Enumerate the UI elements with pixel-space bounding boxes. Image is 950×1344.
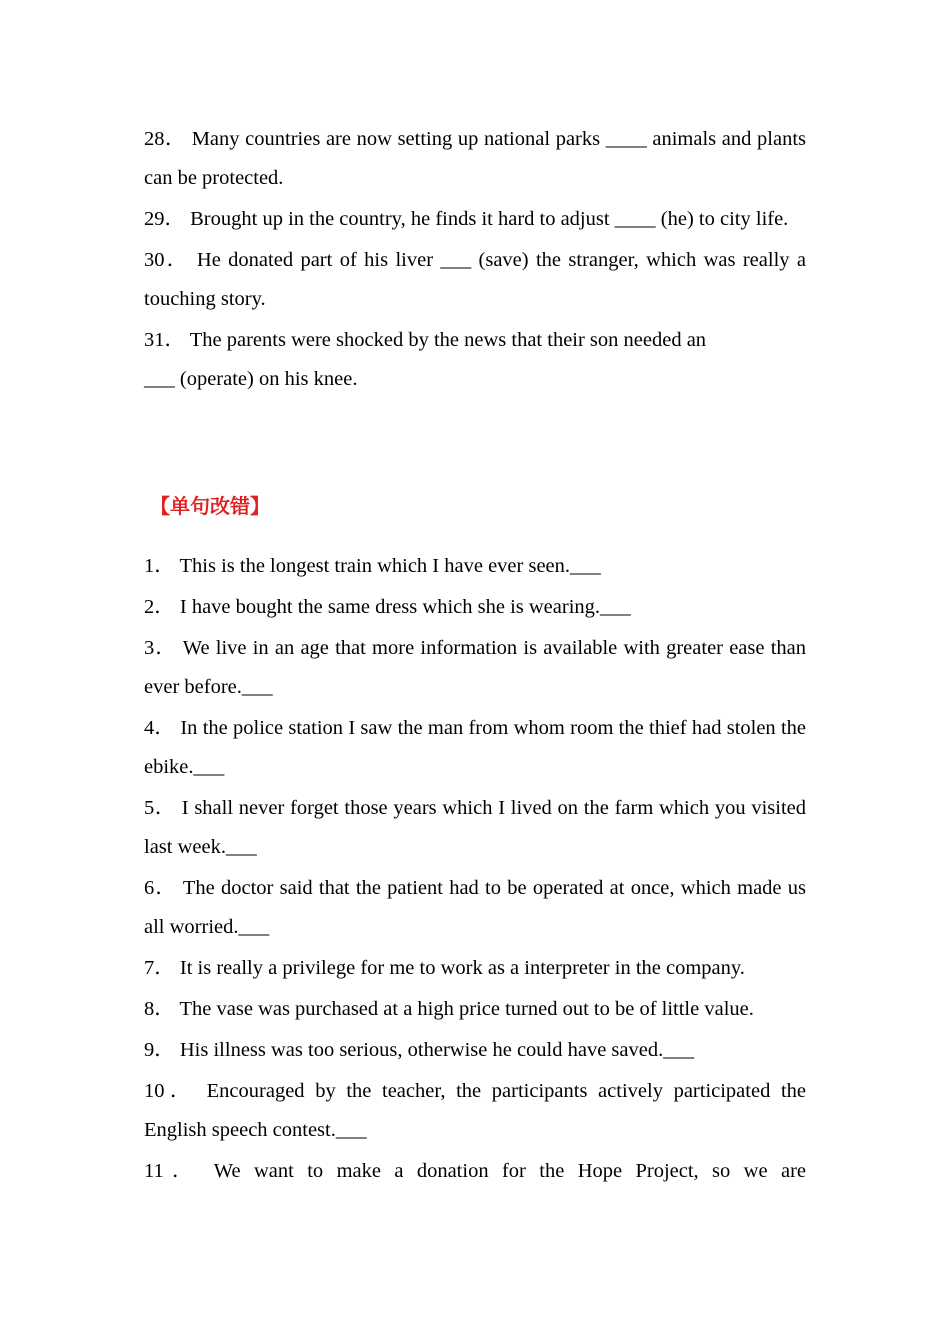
correction-item-4	[144, 709, 806, 787]
fill-in-list	[144, 120, 806, 399]
section-title: 【单句改错】	[150, 494, 270, 518]
document-page	[144, 120, 806, 1193]
question-29	[144, 200, 806, 239]
question-text: Brought up in the country, he finds it hard to adjust ____ (he) to city life.	[185, 208, 789, 230]
correction-item-8	[144, 990, 806, 1029]
correction-item-6	[144, 869, 806, 947]
item-number: 2．	[144, 596, 175, 618]
item-number: 11．	[144, 1160, 201, 1182]
item-text: The doctor said that the patient had to be operated at once, which made us all worried.___	[144, 877, 806, 938]
item-text: His illness was too serious, otherwise he could have saved.___	[174, 1039, 694, 1061]
item-text: We live in an age that more information is available with greater ease than ever before.___	[144, 637, 806, 698]
correction-item-1	[144, 547, 806, 586]
question-text-line2: ___ (operate) on his knee.	[144, 368, 358, 390]
item-text: I have bought the same dress which she is wearing.___	[174, 596, 631, 618]
item-number: 4．	[144, 717, 176, 739]
correction-item-10	[144, 1072, 806, 1150]
correction-item-2	[144, 588, 806, 627]
item-text: We want to make a donation for the Hope Project, so we are	[200, 1160, 806, 1182]
correction-list	[144, 547, 806, 1191]
question-31	[144, 321, 806, 399]
item-number: 1．	[144, 555, 175, 577]
correction-item-5	[144, 789, 806, 867]
item-text: The vase was purchased at a high price turned out to be of little value.	[174, 998, 754, 1020]
item-text: It is really a privilege for me to work as a interpreter in the company.	[174, 957, 745, 979]
item-text: In the police station I saw the man from whom room the thief had stolen the ebike.___	[144, 717, 807, 778]
item-text: I shall never forget those years which I lived on the farm which you visited last week.___	[144, 797, 807, 858]
question-number: 29．	[144, 208, 185, 230]
item-text: This is the longest train which I have ever seen.___	[174, 555, 601, 577]
item-number: 10．	[144, 1080, 197, 1102]
question-text: He donated part of his liver ___ (save) the stranger, which was really a touching story.	[144, 249, 807, 310]
question-text: The parents were shocked by the news that their son needed an	[185, 329, 707, 351]
question-number: 30．	[144, 249, 190, 271]
question-28	[144, 120, 806, 198]
question-number: 28．	[144, 128, 187, 150]
item-number: 8．	[144, 998, 175, 1020]
item-number: 6．	[144, 877, 177, 899]
correction-item-9	[144, 1031, 806, 1070]
correction-item-11	[144, 1152, 806, 1191]
correction-item-3	[144, 629, 806, 707]
question-30	[144, 241, 806, 319]
item-number: 9．	[144, 1039, 175, 1061]
question-text: Many countries are now setting up national parks ____ animals and plants can be protected.	[144, 128, 807, 189]
item-number: 7．	[144, 957, 175, 979]
correction-item-7	[144, 949, 806, 988]
item-number: 5．	[144, 797, 176, 819]
item-text: Encouraged by the teacher, the participants actively participated the English speech contest.___	[144, 1080, 807, 1141]
question-number: 31．	[144, 329, 185, 351]
item-number: 3．	[144, 637, 177, 659]
